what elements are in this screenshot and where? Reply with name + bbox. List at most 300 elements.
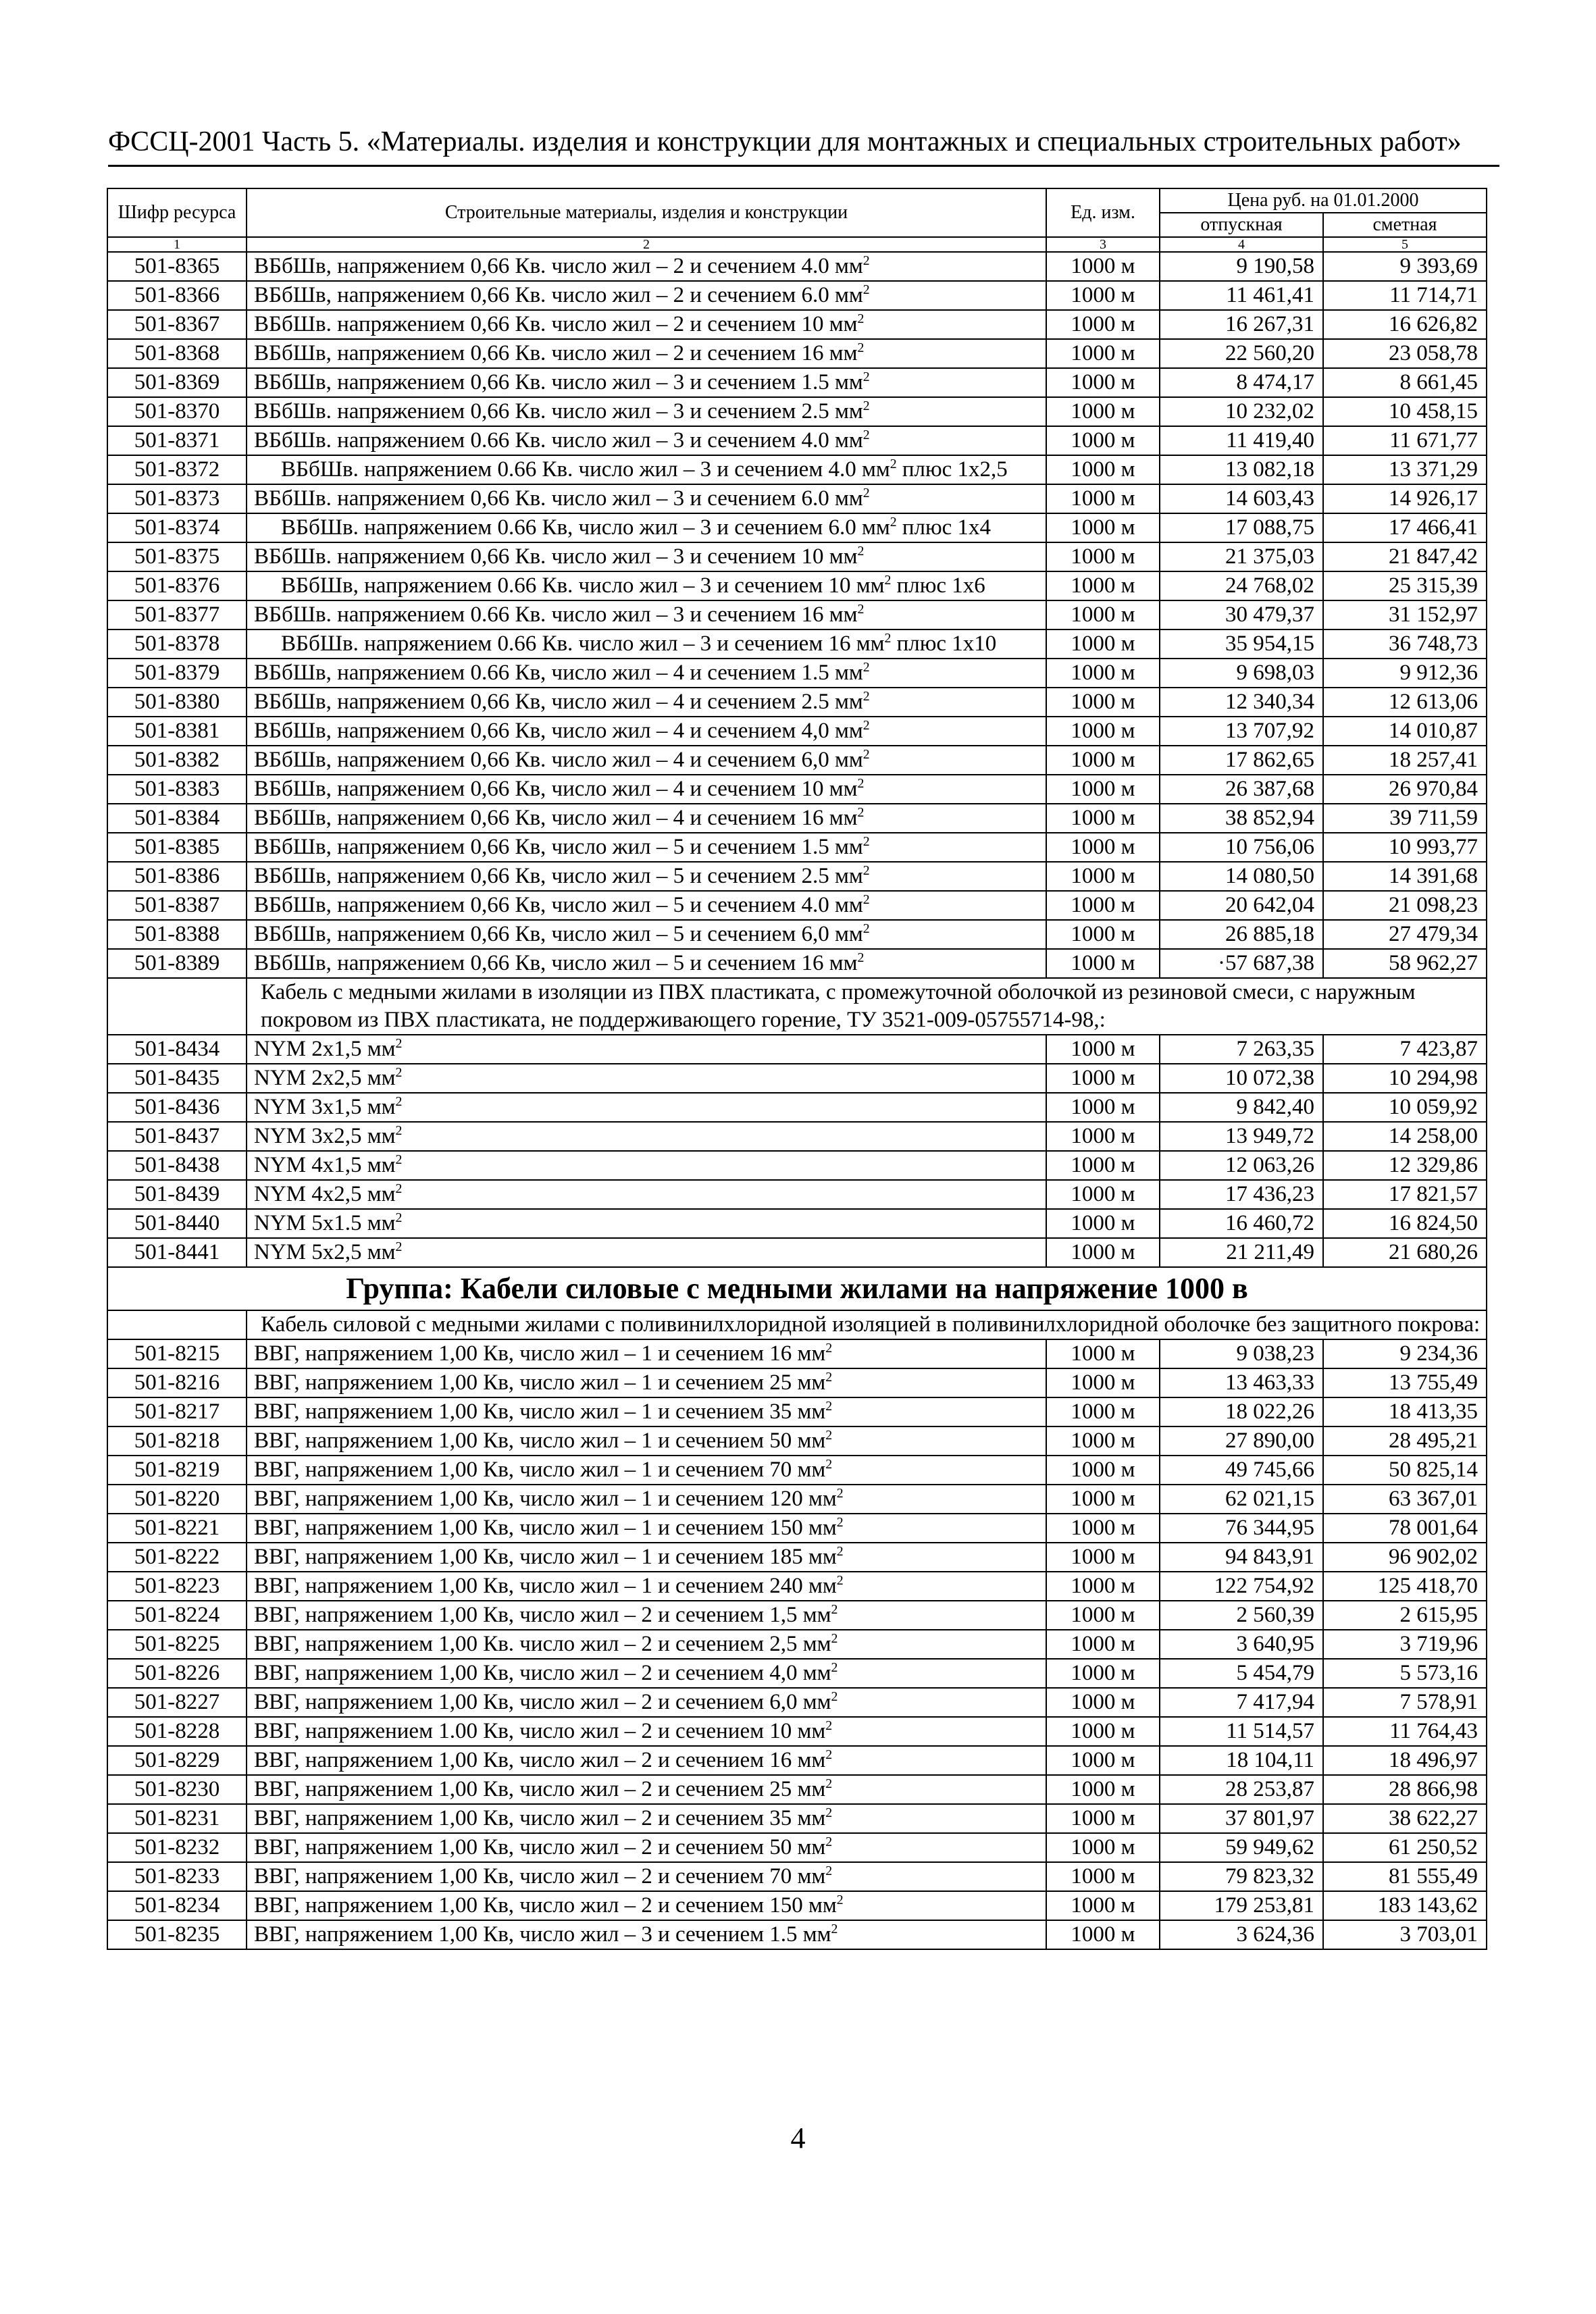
release-price: 13 082,18 xyxy=(1160,455,1323,484)
material-name-text: ВБбШв. напряжением 0.66 Кв. число жил – 3 и сечением 16 мм xyxy=(281,632,885,656)
resource-code: 501-8372 xyxy=(107,455,247,484)
unit-of-measure: 1000 м xyxy=(1046,862,1160,891)
unit-superscript: 2 xyxy=(825,1457,833,1472)
estimate-price: 21 098,23 xyxy=(1323,891,1487,920)
estimate-price: 11 671,77 xyxy=(1323,426,1487,455)
table-row xyxy=(107,746,1487,775)
table-row xyxy=(107,1180,1487,1209)
resource-code: 501-8225 xyxy=(107,1630,247,1659)
material-name-text: ВБбШв. напряжением 0.66 Кв. число жил – 3 и сечением 4.0 мм xyxy=(281,457,890,482)
estimate-price: 23 058,78 xyxy=(1323,339,1487,368)
unit-of-measure: 1000 м xyxy=(1046,339,1160,368)
estimate-price: 31 152,97 xyxy=(1323,600,1487,629)
unit-of-measure: 1000 м xyxy=(1046,1601,1160,1630)
estimate-price: 36 748,73 xyxy=(1323,629,1487,659)
unit-of-measure: 1000 м xyxy=(1046,688,1160,717)
table-row xyxy=(107,1397,1487,1426)
unit-of-measure: 1000 м xyxy=(1046,1630,1160,1659)
unit-superscript: 2 xyxy=(825,1428,833,1443)
table-row xyxy=(107,659,1487,688)
estimate-price: 10 458,15 xyxy=(1323,397,1487,426)
estimate-price: 5 573,16 xyxy=(1323,1659,1487,1688)
table-row xyxy=(107,484,1487,513)
table-row xyxy=(107,1122,1487,1151)
unit-of-measure: 1000 м xyxy=(1046,1485,1160,1514)
resource-code: 501-8218 xyxy=(107,1426,247,1456)
section-2-rows xyxy=(107,1035,1487,1267)
table-row xyxy=(107,1659,1487,1688)
unit-of-measure: 1000 м xyxy=(1046,891,1160,920)
unit-superscript: 2 xyxy=(836,1573,844,1588)
estimate-price: 10 059,92 xyxy=(1323,1093,1487,1122)
release-price: 13 949,72 xyxy=(1160,1122,1323,1151)
material-name-text: ВВГ, напряжением 1.00 Кв, число жил – 2 и сечением 10 мм xyxy=(254,1719,826,1743)
material-name-text: ВВГ, напряжением 1,00 Кв, число жил – 1 и сечением 50 мм xyxy=(254,1429,826,1453)
table-row xyxy=(107,1688,1487,1717)
unit-superscript: 2 xyxy=(863,253,870,268)
resource-code: 501-8375 xyxy=(107,542,247,571)
material-name-text: ВБбШв, напряжением 0,66 Кв. число жил – 2 и сечением 4.0 мм xyxy=(254,254,863,278)
unit-superscript: 2 xyxy=(831,1602,838,1617)
estimate-price: 9 393,69 xyxy=(1323,252,1487,281)
unit-of-measure: 1000 м xyxy=(1046,397,1160,426)
page-number: 4 xyxy=(790,2122,806,2155)
resource-code: 501-8384 xyxy=(107,804,247,833)
estimate-price: 17 821,57 xyxy=(1323,1180,1487,1209)
unit-superscript: 2 xyxy=(863,863,870,878)
material-name xyxy=(247,1891,1046,1920)
release-price: 35 954,15 xyxy=(1160,629,1323,659)
material-name xyxy=(247,368,1046,397)
unit-of-measure: 1000 м xyxy=(1046,368,1160,397)
table-row xyxy=(107,804,1487,833)
material-name xyxy=(247,1543,1046,1572)
material-name xyxy=(247,920,1046,949)
unit-superscript: 2 xyxy=(831,1922,838,1936)
material-name-text: NYM 3х2,5 мм xyxy=(254,1124,396,1148)
estimate-price: 38 622,27 xyxy=(1323,1804,1487,1833)
release-price: 59 949,62 xyxy=(1160,1833,1323,1862)
estimate-price: 16 626,82 xyxy=(1323,310,1487,339)
material-name xyxy=(247,862,1046,891)
unit-superscript: 2 xyxy=(857,544,865,559)
unit-of-measure: 1000 м xyxy=(1046,252,1160,281)
resource-code: 501-8215 xyxy=(107,1339,247,1368)
material-name-text: ВБбШв. напряжением 0.66 Кв, число жил – 3 и сечением 6.0 мм xyxy=(281,515,890,540)
page-header: ФССЦ-2001 Часть 5. «Материалы. изделия и конструкции для монтажных и специальных строительных работ» xyxy=(108,126,1462,157)
material-name xyxy=(247,746,1046,775)
material-name xyxy=(247,1833,1046,1862)
resource-code: 501-8387 xyxy=(107,891,247,920)
unit-superscript: 2 xyxy=(395,1210,403,1225)
material-name-text: ВВГ, напряжением 1,00 Кв, число жил – 2 и сечением 150 мм xyxy=(254,1893,837,1918)
table-row xyxy=(107,1804,1487,1833)
table-row xyxy=(107,281,1487,310)
material-name xyxy=(247,310,1046,339)
release-price: 179 253,81 xyxy=(1160,1891,1323,1920)
release-price: 49 745,66 xyxy=(1160,1456,1323,1485)
release-price: 10 072,38 xyxy=(1160,1064,1323,1093)
resource-code: 501-8232 xyxy=(107,1833,247,1862)
estimate-price: 2 615,95 xyxy=(1323,1601,1487,1630)
unit-of-measure: 1000 м xyxy=(1046,1746,1160,1775)
unit-of-measure: 1000 м xyxy=(1046,1093,1160,1122)
estimate-price: 12 329,86 xyxy=(1323,1151,1487,1180)
table-row xyxy=(107,1093,1487,1122)
unit-superscript: 2 xyxy=(825,1370,833,1385)
resource-code: 501-8434 xyxy=(107,1035,247,1064)
material-name-continuation: плюс 1х4 xyxy=(896,515,992,540)
material-name-text: ВБбШв, напряжением 0.66 Кв. число жил – 3 и сечением 10 мм xyxy=(281,573,885,598)
unit-superscript: 2 xyxy=(836,1544,844,1559)
unit-superscript: 2 xyxy=(395,1239,403,1254)
material-name xyxy=(247,1397,1046,1426)
unit-of-measure: 1000 м xyxy=(1046,1339,1160,1368)
material-name xyxy=(247,1572,1046,1601)
resource-code: 501-8223 xyxy=(107,1572,247,1601)
release-price: 79 823,32 xyxy=(1160,1862,1323,1891)
unit-superscript: 2 xyxy=(395,1152,403,1167)
resource-code: 501-8370 xyxy=(107,397,247,426)
unit-of-measure: 1000 м xyxy=(1046,1833,1160,1862)
release-price: 28 253,87 xyxy=(1160,1775,1323,1804)
unit-superscript: 2 xyxy=(831,1660,838,1675)
estimate-price: 28 866,98 xyxy=(1323,1775,1487,1804)
material-name-text: ВВГ, напряжением 1,00 Кв, число жил – 2 и сечением 1,5 мм xyxy=(254,1603,831,1627)
section-note: Кабель силовой с медными жилами с поливинилхлоридной изоляцией в поливинилхлоридной оболочке без защитного покрова: xyxy=(247,1310,1487,1339)
release-price: 2 560,39 xyxy=(1160,1601,1323,1630)
release-price: 37 801,97 xyxy=(1160,1804,1323,1833)
unit-of-measure: 1000 м xyxy=(1046,455,1160,484)
material-name xyxy=(247,1368,1046,1397)
unit-superscript: 2 xyxy=(884,573,892,588)
release-price: 21 211,49 xyxy=(1160,1238,1323,1267)
unit-superscript: 2 xyxy=(825,1747,833,1762)
resource-code: 501-8235 xyxy=(107,1920,247,1949)
unit-superscript: 2 xyxy=(395,1065,403,1080)
estimate-price: 13 755,49 xyxy=(1323,1368,1487,1397)
unit-of-measure: 1000 м xyxy=(1046,833,1160,862)
estimate-price: 63 367,01 xyxy=(1323,1485,1487,1514)
estimate-price: 61 250,52 xyxy=(1323,1833,1487,1862)
estimate-price: 14 926,17 xyxy=(1323,484,1487,513)
release-price: 20 642,04 xyxy=(1160,891,1323,920)
unit-superscript: 2 xyxy=(863,282,870,297)
section-3-rows xyxy=(107,1339,1487,1949)
resource-code: 501-8389 xyxy=(107,949,247,978)
release-price: 14 080,50 xyxy=(1160,862,1323,891)
material-name-text: ВВГ, напряжением 1,00 Кв, число жил – 1 и сечением 16 мм xyxy=(254,1341,826,1366)
material-name-text: ВВГ, напряжением 1,00 Кв, число жил – 1 и сечением 240 мм xyxy=(254,1574,837,1598)
unit-of-measure: 1000 м xyxy=(1046,1035,1160,1064)
release-price: 12 340,34 xyxy=(1160,688,1323,717)
material-name xyxy=(247,629,1046,659)
table-row xyxy=(107,1035,1487,1064)
material-name-text: ВВГ, напряжением 1,00 Кв, число жил – 1 и сечением 120 мм xyxy=(254,1487,837,1511)
unit-superscript: 2 xyxy=(825,1718,833,1733)
release-price: 9 842,40 xyxy=(1160,1093,1323,1122)
material-name-continuation: плюс 1х10 xyxy=(891,632,997,656)
unit-of-measure: 1000 м xyxy=(1046,600,1160,629)
resource-code: 501-8233 xyxy=(107,1862,247,1891)
header-rule xyxy=(108,165,1499,167)
section-note: Кабель с медными жилами в изоляции из ПВХ пластиката, с промежуточной оболочкой из резиновой смеси, с наружным покровом из ПВХ пластиката, не поддерживающего горение, ТУ 3521-009-05755714-98,: xyxy=(247,978,1487,1035)
column-number: 3 xyxy=(1046,237,1160,252)
material-name-text: NYM 5х1.5 мм xyxy=(254,1211,396,1235)
unit-superscript: 2 xyxy=(857,805,865,820)
resource-code: 501-8435 xyxy=(107,1064,247,1093)
note-row xyxy=(107,978,1487,1035)
material-name xyxy=(247,717,1046,746)
resource-code: 501-8220 xyxy=(107,1485,247,1514)
material-name xyxy=(247,833,1046,862)
unit-superscript: 2 xyxy=(863,428,870,442)
header-name: Строительные материалы, изделия и конструкции xyxy=(247,188,1046,237)
unit-of-measure: 1000 м xyxy=(1046,1122,1160,1151)
release-price: 10 232,02 xyxy=(1160,397,1323,426)
material-name xyxy=(247,1514,1046,1543)
release-price: 21 375,03 xyxy=(1160,542,1323,571)
material-name-text: ВВГ, напряжением 1,00 Кв, число жил – 1 и сечением 150 мм xyxy=(254,1516,837,1540)
material-name-text: ВБбШв, напряжением 0.66 Кв, число жил – 4 и сечением 1.5 мм xyxy=(254,661,863,685)
column-number: 2 xyxy=(247,237,1046,252)
resource-code: 501-8383 xyxy=(107,775,247,804)
estimate-price: 27 479,34 xyxy=(1323,920,1487,949)
resource-code: 501-8229 xyxy=(107,1746,247,1775)
resource-code: 501-8439 xyxy=(107,1180,247,1209)
material-name-continuation: плюс 1х2,5 xyxy=(896,457,1008,482)
material-name-text: ВВГ, напряжением 1,00 Кв, число жил – 2 и сечением 16 мм xyxy=(254,1748,826,1772)
material-name-text: ВБбШв, напряжением 0,66 Кв, число жил – 5 и сечением 6,0 мм xyxy=(254,922,863,946)
material-name xyxy=(247,339,1046,368)
table-row xyxy=(107,1920,1487,1949)
resource-code: 501-8441 xyxy=(107,1238,247,1267)
table-row xyxy=(107,1064,1487,1093)
header-unit: Ед. изм. xyxy=(1046,188,1160,237)
resource-code: 501-8381 xyxy=(107,717,247,746)
resource-code: 501-8437 xyxy=(107,1122,247,1151)
estimate-price: 96 902,02 xyxy=(1323,1543,1487,1572)
material-name xyxy=(247,1717,1046,1746)
resource-code: 501-8438 xyxy=(107,1151,247,1180)
estimate-price: 28 495,21 xyxy=(1323,1426,1487,1456)
material-name xyxy=(247,1601,1046,1630)
release-price: 10 756,06 xyxy=(1160,833,1323,862)
release-price: 3 640,95 xyxy=(1160,1630,1323,1659)
table-row xyxy=(107,571,1487,600)
estimate-price: 18 496,97 xyxy=(1323,1746,1487,1775)
material-name-text: ВБбШв. напряжением 0,66 Кв. число жил – 2 и сечением 10 мм xyxy=(254,312,858,336)
material-name xyxy=(247,1035,1046,1064)
column-number: 1 xyxy=(107,237,247,252)
material-name-text: ВВГ, напряжением 1,00 Кв, число жил – 1 и сечением 35 мм xyxy=(254,1399,826,1424)
unit-of-measure: 1000 м xyxy=(1046,920,1160,949)
estimate-price: 14 010,87 xyxy=(1323,717,1487,746)
table-row xyxy=(107,252,1487,281)
unit-of-measure: 1000 м xyxy=(1046,1862,1160,1891)
material-name xyxy=(247,513,1046,542)
estimate-price: 18 257,41 xyxy=(1323,746,1487,775)
estimate-price: 8 661,45 xyxy=(1323,368,1487,397)
unit-of-measure: 1000 м xyxy=(1046,426,1160,455)
unit-superscript: 2 xyxy=(857,311,865,326)
release-price: 24 768,02 xyxy=(1160,571,1323,600)
unit-of-measure: 1000 м xyxy=(1046,717,1160,746)
material-name xyxy=(247,455,1046,484)
material-name-text: ВБбШв. напряжением 0,66 Кв. число жил – 3 и сечением 2.5 мм xyxy=(254,399,863,423)
resource-code: 501-8226 xyxy=(107,1659,247,1688)
material-name xyxy=(247,1426,1046,1456)
resource-code: 501-8388 xyxy=(107,920,247,949)
unit-of-measure: 1000 м xyxy=(1046,1368,1160,1397)
material-name xyxy=(247,1339,1046,1368)
material-name xyxy=(247,1746,1046,1775)
unit-superscript: 2 xyxy=(395,1036,403,1051)
estimate-price: 14 391,68 xyxy=(1323,862,1487,891)
material-name-text: ВБбШв, напряжением 0,66 Кв, число жил – 4 и сечением 2.5 мм xyxy=(254,690,863,714)
release-price: 26 885,18 xyxy=(1160,920,1323,949)
table-row xyxy=(107,1891,1487,1920)
unit-superscript: 2 xyxy=(857,950,865,965)
material-name-text: ВБбШв. напряжением 0.66 Кв. число жил – 3 и сечением 16 мм xyxy=(254,602,858,627)
unit-superscript: 2 xyxy=(825,1863,833,1878)
unit-superscript: 2 xyxy=(836,1486,844,1501)
material-name xyxy=(247,804,1046,833)
estimate-price: 125 418,70 xyxy=(1323,1572,1487,1601)
release-price: 17 088,75 xyxy=(1160,513,1323,542)
estimate-price: 9 234,36 xyxy=(1323,1339,1487,1368)
header-code: Шифр ресурса xyxy=(107,188,247,237)
release-price: 14 603,43 xyxy=(1160,484,1323,513)
table-row xyxy=(107,833,1487,862)
material-name xyxy=(247,600,1046,629)
unit-of-measure: 1000 м xyxy=(1046,1209,1160,1238)
release-price: 26 387,68 xyxy=(1160,775,1323,804)
material-name-text: ВВГ, напряжением 1,00 Кв, число жил – 2 и сечением 35 мм xyxy=(254,1806,826,1830)
table-row xyxy=(107,1238,1487,1267)
unit-superscript: 2 xyxy=(395,1181,403,1196)
material-name-text: NYM 2х2,5 мм xyxy=(254,1066,396,1090)
unit-superscript: 2 xyxy=(825,1341,833,1356)
material-name xyxy=(247,1064,1046,1093)
unit-of-measure: 1000 м xyxy=(1046,1514,1160,1543)
table-row xyxy=(107,1339,1487,1368)
material-name-text: ВВГ, напряжением 1,00 Кв, число жил – 2 и сечением 70 мм xyxy=(254,1864,826,1888)
unit-superscript: 2 xyxy=(863,660,870,675)
unit-of-measure: 1000 м xyxy=(1046,1572,1160,1601)
estimate-price: 17 466,41 xyxy=(1323,513,1487,542)
estimate-price: 50 825,14 xyxy=(1323,1456,1487,1485)
table-row xyxy=(107,1601,1487,1630)
unit-of-measure: 1000 м xyxy=(1046,1891,1160,1920)
table-row xyxy=(107,688,1487,717)
unit-of-measure: 1000 м xyxy=(1046,1920,1160,1949)
material-name xyxy=(247,1122,1046,1151)
unit-of-measure: 1000 м xyxy=(1046,1397,1160,1426)
table-row xyxy=(107,542,1487,571)
unit-superscript: 2 xyxy=(863,921,870,936)
release-price: 11 514,57 xyxy=(1160,1717,1323,1746)
release-price: 9 698,03 xyxy=(1160,659,1323,688)
unit-superscript: 2 xyxy=(863,398,870,413)
unit-of-measure: 1000 м xyxy=(1046,1426,1160,1456)
material-name-text: ВВГ, напряжением 1,00 Кв, число жил – 2 и сечением 25 мм xyxy=(254,1777,826,1801)
resource-code: 501-8386 xyxy=(107,862,247,891)
table-row xyxy=(107,717,1487,746)
resource-code: 501-8369 xyxy=(107,368,247,397)
material-name-text: ВБбШв, напряжением 0,66 Кв, число жил – 5 и сечением 2.5 мм xyxy=(254,864,863,888)
resource-code: 501-8376 xyxy=(107,571,247,600)
resource-code: 501-8221 xyxy=(107,1514,247,1543)
estimate-price: 13 371,29 xyxy=(1323,455,1487,484)
unit-superscript: 2 xyxy=(857,776,865,791)
estimate-price: 21 680,26 xyxy=(1323,1238,1487,1267)
material-name-text: ВВГ, напряжением 1,00 Кв, число жил – 2 и сечением 6,0 мм xyxy=(254,1690,831,1714)
material-name-text: ВВГ, напряжением 1,00 Кв, число жил – 1 и сечением 185 мм xyxy=(254,1545,837,1569)
release-price: 8 474,17 xyxy=(1160,368,1323,397)
resource-code: 501-8380 xyxy=(107,688,247,717)
material-name-text: ВБбШв, напряжением 0,66 Кв. число жил – 3 и сечением 1.5 мм xyxy=(254,370,863,394)
estimate-price: 21 847,42 xyxy=(1323,542,1487,571)
material-name-text: ВВГ, напряжением 1,00 Кв, число жил – 1 и сечением 25 мм xyxy=(254,1370,826,1395)
unit-of-measure: 1000 м xyxy=(1046,746,1160,775)
material-name xyxy=(247,891,1046,920)
material-name-text: ВВГ, напряжением 1,00 Кв, число жил – 2 и сечением 50 мм xyxy=(254,1835,826,1859)
resource-code: 501-8231 xyxy=(107,1804,247,1833)
unit-of-measure: 1000 м xyxy=(1046,775,1160,804)
table-row xyxy=(107,368,1487,397)
table-row xyxy=(107,1630,1487,1659)
resource-code: 501-8224 xyxy=(107,1601,247,1630)
material-name-text: ВБбШв, напряжением 0,66 Кв. число жил – 2 и сечением 6.0 мм xyxy=(254,283,863,307)
table-row xyxy=(107,1746,1487,1775)
table-row xyxy=(107,775,1487,804)
release-price: 9 190,58 xyxy=(1160,252,1323,281)
material-name xyxy=(247,426,1046,455)
unit-of-measure: 1000 м xyxy=(1046,1151,1160,1180)
table-row xyxy=(107,1862,1487,1891)
unit-superscript: 2 xyxy=(857,602,865,617)
table-row xyxy=(107,397,1487,426)
estimate-price: 11 714,71 xyxy=(1323,281,1487,310)
table-row xyxy=(107,1717,1487,1746)
material-name xyxy=(247,397,1046,426)
unit-superscript: 2 xyxy=(825,1834,833,1849)
material-name xyxy=(247,659,1046,688)
release-price: 122 754,92 xyxy=(1160,1572,1323,1601)
unit-of-measure: 1000 м xyxy=(1046,1064,1160,1093)
material-name-text: NYM 5х2,5 мм xyxy=(254,1240,396,1264)
header-estimate: сметная xyxy=(1323,213,1487,237)
release-price: 22 560,20 xyxy=(1160,339,1323,368)
material-name xyxy=(247,1151,1046,1180)
release-price: 9 038,23 xyxy=(1160,1339,1323,1368)
material-name xyxy=(247,1630,1046,1659)
resource-code: 501-8216 xyxy=(107,1368,247,1397)
table-row xyxy=(107,1426,1487,1456)
resource-code: 501-8222 xyxy=(107,1543,247,1572)
resource-code: 501-8379 xyxy=(107,659,247,688)
table-row xyxy=(107,513,1487,542)
resource-code: 501-8366 xyxy=(107,281,247,310)
estimate-price: 14 258,00 xyxy=(1323,1122,1487,1151)
material-name-text: NYM 3х1,5 мм xyxy=(254,1095,396,1119)
table-row xyxy=(107,1456,1487,1485)
material-name xyxy=(247,1659,1046,1688)
material-name xyxy=(247,571,1046,600)
release-price: 18 104,11 xyxy=(1160,1746,1323,1775)
unit-of-measure: 1000 м xyxy=(1046,1804,1160,1833)
